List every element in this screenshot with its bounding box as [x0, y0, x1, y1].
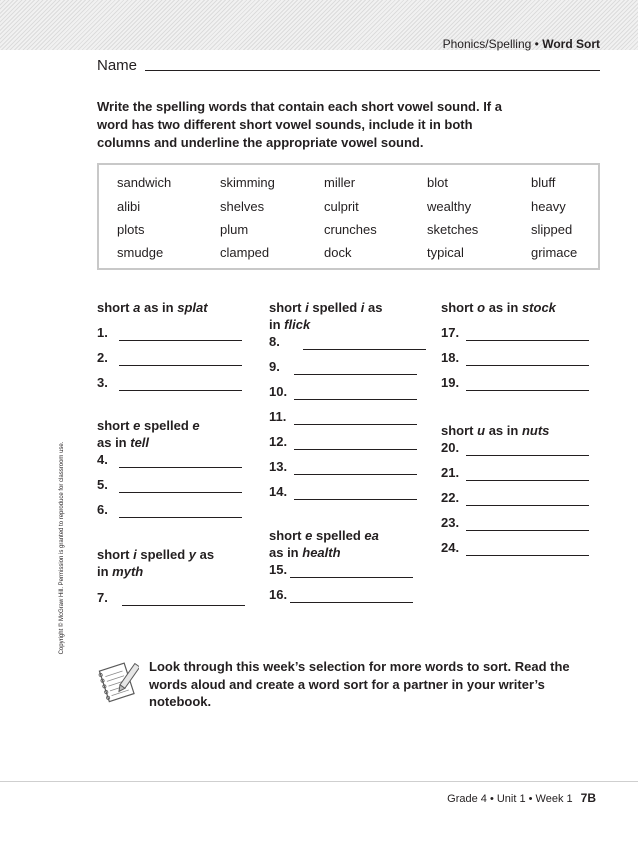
item-number: 3. — [97, 375, 108, 390]
answer-row — [97, 477, 242, 495]
answer-line[interactable] — [294, 424, 417, 425]
item-number: 11. — [269, 409, 287, 424]
answer-line[interactable] — [294, 474, 417, 475]
item-number: 16. — [269, 587, 288, 602]
page-header — [443, 37, 600, 51]
answer-row — [97, 375, 242, 393]
answer-row — [441, 440, 589, 458]
answer-line[interactable] — [294, 399, 417, 400]
heading-short-o: short o as in stock — [441, 300, 556, 315]
word: plum — [220, 222, 249, 237]
word: grimace — [531, 245, 578, 260]
answer-line[interactable] — [290, 602, 413, 603]
item-number: 14. — [269, 484, 288, 499]
answer-row — [269, 587, 413, 605]
word: miller — [324, 175, 356, 190]
instructions: Write the spelling words that contain each short vowel sound. If a word has two different short vowel sounds, include it in both columns and underline the appropriate vowel sound. — [97, 99, 502, 150]
item-number: 10. — [269, 384, 288, 399]
answer-row — [97, 590, 245, 608]
footer-course: Grade 4 • Unit 1 • Week 1 — [447, 793, 573, 805]
answer-line[interactable] — [119, 517, 242, 518]
page-footer — [447, 791, 596, 805]
heading-short-u: short u as in nuts — [441, 423, 550, 438]
answer-line[interactable] — [294, 449, 417, 450]
item-number: 1. — [97, 325, 108, 340]
item-number: 5. — [97, 477, 108, 492]
header-title: Word Sort — [542, 37, 600, 51]
copyright-notice: Copyright © McGraw Hill. Permission is granted to reproduce for classroom use. — [59, 441, 65, 655]
item-number: 23. — [441, 515, 460, 530]
answer-row — [269, 484, 417, 502]
word: culprit — [324, 199, 359, 214]
answer-line[interactable] — [466, 530, 589, 531]
word: sketches — [427, 222, 479, 237]
word: bluff — [531, 175, 556, 190]
extension-prompt: Look through this week’s selection for more words to sort. Read the words aloud and create a word sort for a partner in your writer’s notebook. — [149, 659, 570, 709]
item-number: 9. — [269, 359, 280, 374]
item-number: 17. — [441, 325, 460, 340]
answer-line[interactable] — [466, 555, 589, 556]
answer-line[interactable] — [119, 365, 242, 366]
answer-line[interactable] — [466, 455, 589, 456]
item-number: 13. — [269, 459, 288, 474]
word: clamped — [220, 245, 270, 260]
page-number: 7B — [580, 791, 596, 805]
answer-line[interactable] — [122, 605, 245, 606]
answer-row — [269, 334, 426, 352]
notebook-pencil-icon — [97, 660, 139, 706]
answer-line[interactable] — [466, 340, 589, 341]
answer-row — [269, 409, 417, 427]
answer-row — [441, 465, 589, 483]
answer-row — [269, 359, 417, 377]
heading-short-i-y: short i spelled y as in myth — [97, 547, 215, 579]
answer-row — [269, 562, 413, 580]
answer-row — [269, 434, 417, 452]
item-number: 22. — [441, 490, 460, 505]
answer-row — [441, 325, 589, 343]
word: plots — [117, 222, 145, 237]
item-number: 6. — [97, 502, 108, 517]
item-number: 24. — [441, 540, 460, 555]
answer-row — [97, 350, 242, 368]
word: heavy — [531, 199, 566, 214]
answer-line[interactable] — [119, 467, 242, 468]
answer-row — [441, 540, 589, 558]
item-number: 7. — [97, 590, 108, 605]
heading-short-e-e: short e spelled e as in tell — [97, 418, 200, 450]
header-separator: • — [534, 37, 539, 51]
item-number: 15. — [269, 562, 288, 577]
answer-line[interactable] — [119, 390, 242, 391]
answer-row — [441, 375, 589, 393]
answer-row — [97, 325, 242, 343]
item-number: 21. — [441, 465, 460, 480]
answer-line[interactable] — [119, 340, 242, 341]
item-number: 2. — [97, 350, 108, 365]
item-number: 8. — [269, 334, 280, 349]
heading-short-i-i: short i spelled i as in flick — [269, 300, 383, 332]
word: crunches — [324, 222, 377, 237]
answer-row — [269, 459, 417, 477]
header-section: Phonics/Spelling — [442, 37, 532, 51]
word: dock — [324, 245, 352, 260]
item-number: 20. — [441, 440, 460, 455]
word: slipped — [531, 222, 573, 237]
answer-row — [441, 350, 589, 368]
word: smudge — [117, 245, 164, 260]
answer-row — [441, 490, 589, 508]
item-number: 19. — [441, 375, 460, 390]
answer-line[interactable] — [466, 480, 589, 481]
word: blot — [427, 175, 448, 190]
name-line[interactable] — [145, 70, 600, 71]
answer-row — [269, 384, 417, 402]
heading-short-e-ea: short e spelled ea as in health — [269, 528, 379, 560]
answer-line[interactable] — [119, 492, 242, 493]
answer-line[interactable] — [294, 499, 417, 500]
word: wealthy — [427, 199, 472, 214]
answer-line[interactable] — [303, 349, 426, 350]
name-label: Name — [97, 57, 138, 74]
answer-line[interactable] — [294, 374, 417, 375]
footer-divider — [0, 781, 638, 782]
word: sandwich — [117, 175, 172, 190]
answer-row — [97, 502, 242, 520]
word: shelves — [220, 199, 265, 214]
item-number: 12. — [269, 434, 288, 449]
item-number: 18. — [441, 350, 460, 365]
answer-line[interactable] — [466, 505, 589, 506]
word: typical — [427, 245, 464, 260]
answer-line[interactable] — [290, 577, 413, 578]
word: skimming — [220, 175, 275, 190]
word-box — [97, 163, 600, 270]
answer-row — [97, 452, 242, 470]
word: alibi — [117, 199, 141, 214]
item-number: 4. — [97, 452, 108, 467]
answer-row — [441, 515, 589, 533]
heading-short-a: short a as in splat — [97, 300, 208, 315]
answer-line[interactable] — [466, 390, 589, 391]
answer-line[interactable] — [466, 365, 589, 366]
